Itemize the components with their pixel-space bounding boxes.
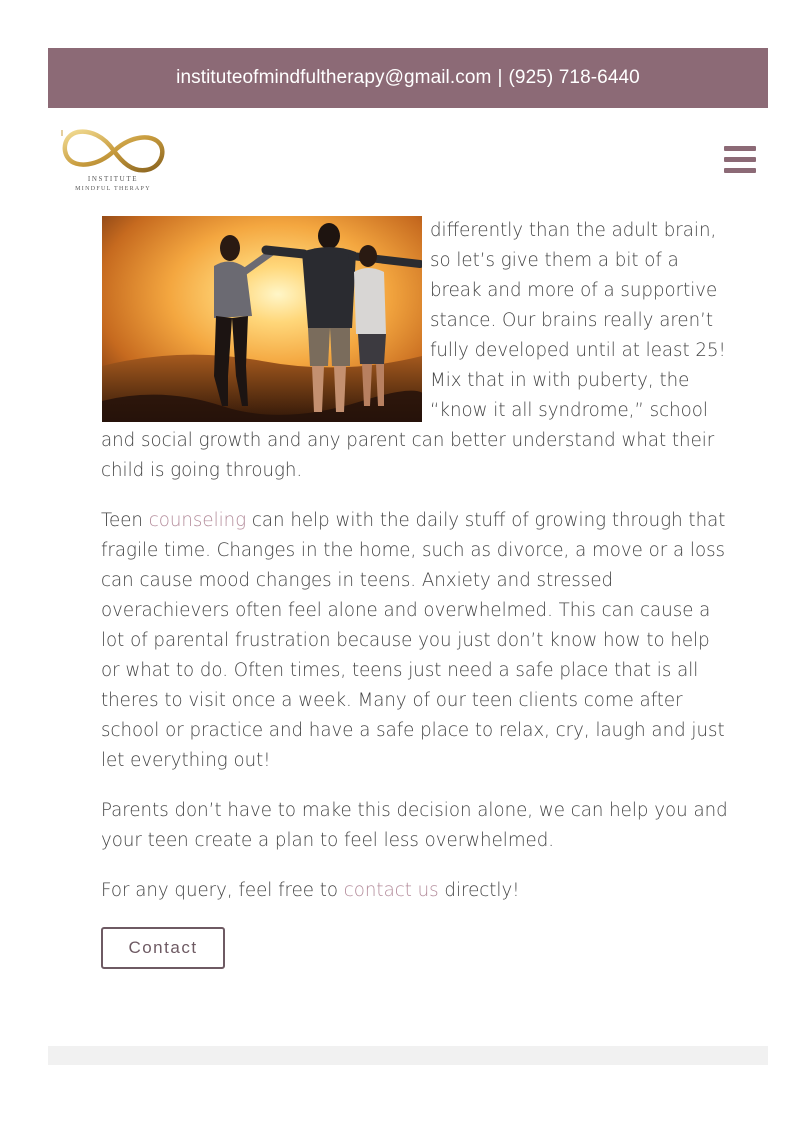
counseling-link[interactable]: counseling [148, 510, 247, 531]
logo-text-line2: MINDFUL THERAPY [75, 186, 151, 192]
contact-bar [48, 48, 768, 108]
counseling-paragraph: Teen counseling can help with the daily stuff of growing through that fragile time. Changes in the home, such as divorce, a move or a loss can cause mood changes in teens. Anxiety and stressed overachievers often feel alone and overwhelmed. This can cause a lot of parental frustration because you just don’t know how to help or what to do. Often times, teens just need a safe place that is all theres to visit once a week. Many of our teen clients come after school or practice and have a safe place to relax, cry, laugh and just let everything out! [101, 510, 726, 771]
query-paragraph: For any query, feel free to contact us directly! [101, 880, 520, 901]
family-sunset-photo [102, 216, 422, 422]
contact-separator: | [497, 67, 503, 88]
footer-strip [48, 1046, 768, 1065]
intro-paragraph: differently than the adult brain, so let’s give them a bit of a break and more of a supportive stance. Our brains really aren’t fully developed until at least 25! Mix that in with puberty, the “know it all syndrome,” school and social growth and any parent can better understand what their child is going through. [101, 220, 726, 481]
contact-us-link[interactable]: contact us [343, 880, 439, 901]
parents-paragraph: Parents don’t have to make this decision alone, we can help you and your teen create a plan to feel less overwhelmed. [101, 800, 728, 851]
email-link[interactable]: instituteofmindfultherapy@gmail.com [176, 67, 492, 88]
phone-link[interactable]: (925) 718-6440 [508, 67, 640, 88]
hamburger-menu-icon[interactable] [724, 146, 756, 174]
contact-button[interactable]: Contact [101, 927, 225, 969]
site-logo[interactable] [60, 126, 168, 198]
infinity-logo-icon [60, 126, 168, 176]
article-content [101, 216, 729, 969]
logo-text-line1: INSTITUTE [87, 175, 139, 183]
site-header [48, 108, 768, 208]
